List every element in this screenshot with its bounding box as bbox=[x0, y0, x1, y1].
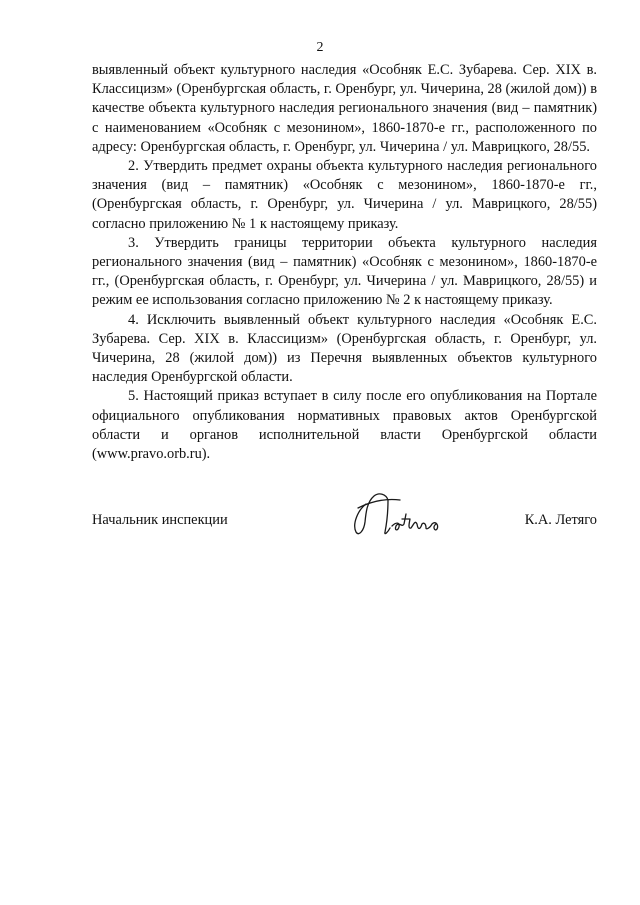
page-number: 2 bbox=[316, 40, 324, 55]
signer-title: Начальник инспекции bbox=[92, 512, 228, 528]
handwritten-signature bbox=[344, 486, 464, 542]
paragraph-item-3: 3. Утвердить границы территории объекта культурного наследия регионального значения (вид – памятник) «Особняк с мезонином», 1860-1870-е гг., (Оренбургская область, г. Оренбург, ул. Чичерина / ул. Маврицкого, 28/55) и режим ее использования согласно приложению № 2 к настоящему приказу. bbox=[92, 234, 597, 309]
signature-block bbox=[92, 508, 597, 538]
paragraph-item-2: 2. Утвердить предмет охраны объекта культурного наследия регионального значения (вид – памятник) «Особняк с мезонином», 1860-1870-е гг., (Оренбургская область, г. Оренбург, ул. Чичерина / ул. Маврицкого, 28/55) согласно приложению № 1 к настоящему приказу. bbox=[92, 158, 597, 232]
signer-name: К.А. Летяго bbox=[524, 512, 597, 528]
paragraph-item-5: 5. Настоящий приказ вступает в силу после его опубликования на Портале официального опубликования нормативных правовых актов Оренбургской области и органов исполнительной власти Оренбургской области (www.pravo.orb.ru). bbox=[92, 388, 597, 463]
paragraph-item-4: 4. Исключить выявленный объект культурного наследия «Особняк Е.С. Зубарева. Сер. XIX в. Классицизм» (Оренбургская область, г. Оренбург, ул. Чичерина, 28 (жилой дом)) из Перечня выявленных объектов культурного наследия Оренбургской области. bbox=[92, 311, 597, 386]
document-body bbox=[92, 61, 597, 464]
paragraph-continuation: выявленный объект культурного наследия «Особняк Е.С. Зубарева. Сер. XIX в. Классицизм» (Оренбургская область, г. Оренбург, ул. Чичерина, 28 (жилой дом)) в качестве объекта культурного наследия регионального значения (вид – памятник) с наименованием «Особняк с мезонином», 1860-1870-е гг., расположенного по адресу: Оренбургская область, г. Оренбург, ул. Чичерина / ул. Маврицкого, 28/55. bbox=[92, 62, 597, 155]
